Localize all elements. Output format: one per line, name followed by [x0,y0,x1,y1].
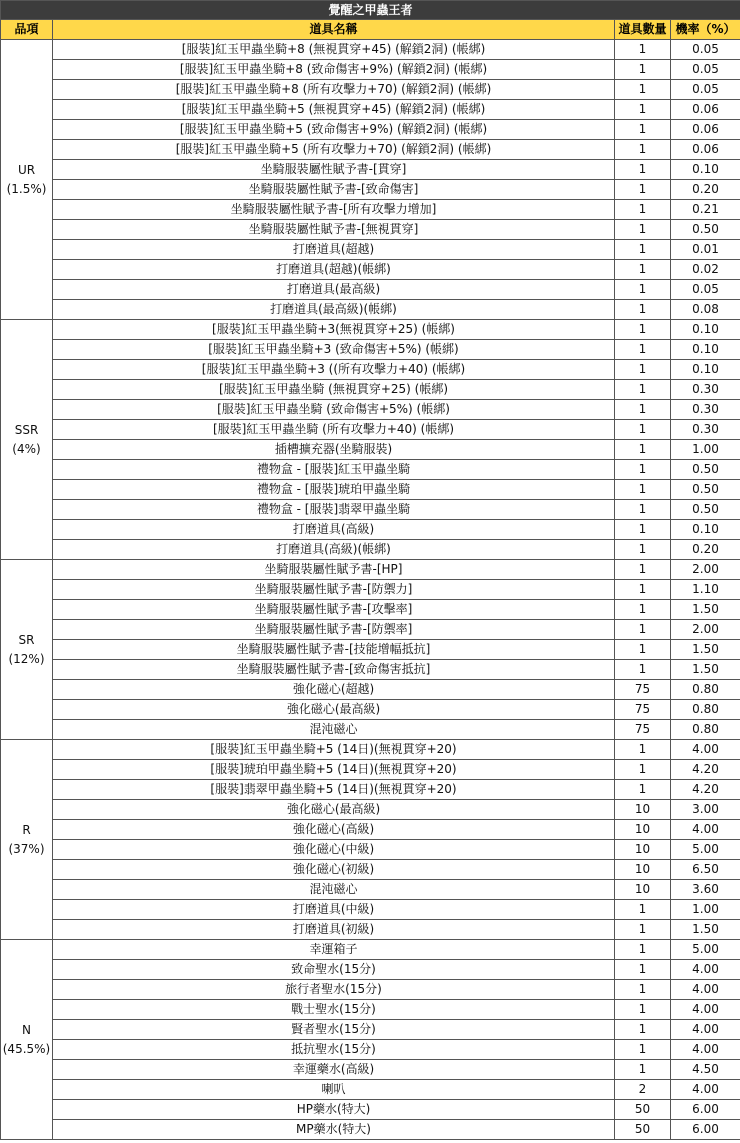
title-row [1,1,740,20]
table-row [1,840,740,860]
quantity-cell: 10 [615,880,671,900]
rate-cell: 0.05 [671,40,740,60]
rate-cell: 0.08 [671,300,740,320]
quantity-cell: 10 [615,800,671,820]
item-name-cell: 坐騎服裝屬性賦予書-[HP] [53,560,615,580]
quantity-cell: 1 [615,660,671,680]
rate-cell: 4.00 [671,1080,740,1100]
item-name-cell: [服裝]琥珀甲蟲坐騎+5 (14日)(無視貫穿+20) [53,760,615,780]
item-name-cell: 幸運藥水(高級) [53,1060,615,1080]
grade-percent: (12%) [8,651,45,666]
item-name-cell: [服裝]紅玉甲蟲坐騎 (所有攻擊力+40) (帳綁) [53,420,615,440]
rate-cell: 0.02 [671,260,740,280]
table-row [1,260,740,280]
table-row [1,300,740,320]
item-name-cell: 混沌磁心 [53,720,615,740]
quantity-cell: 1 [615,340,671,360]
rate-cell: 5.00 [671,940,740,960]
table-row [1,920,740,940]
table-row [1,240,740,260]
rate-cell: 4.00 [671,960,740,980]
table-row [1,340,740,360]
item-name-cell: 強化磁心(中級) [53,840,615,860]
quantity-cell: 75 [615,680,671,700]
quantity-cell: 1 [615,400,671,420]
table-row [1,1000,740,1020]
item-name-cell: 坐騎服裝屬性賦予書-[防禦力] [53,580,615,600]
item-name-cell: 幸運箱子 [53,940,615,960]
item-name-cell: [服裝]紅玉甲蟲坐騎+3 (致命傷害+5%) (帳綁) [53,340,615,360]
quantity-cell: 1 [615,560,671,580]
item-name-cell: 坐騎服裝屬性賦予書-[致命傷害] [53,180,615,200]
quantity-cell: 1 [615,200,671,220]
table-row [1,500,740,520]
rate-cell: 1.50 [671,640,740,660]
table-row [1,780,740,800]
table-row [1,1040,740,1060]
item-name-cell: 戰士聖水(15分) [53,1000,615,1020]
rate-cell: 0.50 [671,460,740,480]
rate-cell: 0.30 [671,380,740,400]
table-row [1,60,740,80]
quantity-cell: 1 [615,620,671,640]
rate-cell: 4.20 [671,760,740,780]
rate-cell: 0.50 [671,500,740,520]
table-row [1,420,740,440]
quantity-cell: 1 [615,780,671,800]
rate-cell: 0.30 [671,420,740,440]
table-row [1,640,740,660]
header-quantity: 道具數量 [615,20,671,40]
grade-percent: (37%) [8,841,45,856]
quantity-cell: 1 [615,140,671,160]
item-name-cell: [服裝]紅玉甲蟲坐騎+5 (14日)(無視貫穿+20) [53,740,615,760]
rate-cell: 4.00 [671,820,740,840]
quantity-cell: 1 [615,180,671,200]
quantity-cell: 1 [615,1040,671,1060]
item-name-cell: 混沌磁心 [53,880,615,900]
item-name-cell: 坐騎服裝屬性賦予書-[無視貫穿] [53,220,615,240]
rate-cell: 0.06 [671,100,740,120]
table-row [1,120,740,140]
quantity-cell: 1 [615,40,671,60]
table-row [1,600,740,620]
grade-label: R [22,822,31,837]
quantity-cell: 1 [615,420,671,440]
table-row [1,280,740,300]
item-name-cell: [服裝]紅玉甲蟲坐騎+3(無視貫穿+25) (帳綁) [53,320,615,340]
quantity-cell: 1 [615,640,671,660]
item-name-cell: 旅行者聖水(15分) [53,980,615,1000]
item-name-cell: [服裝]紅玉甲蟲坐騎+8 (所有攻擊力+70) (解鎖2洞) (帳綁) [53,80,615,100]
table-row [1,580,740,600]
quantity-cell: 50 [615,1120,671,1140]
rate-cell: 0.05 [671,80,740,100]
grade-cell [1,940,53,1140]
quantity-cell: 1 [615,100,671,120]
item-name-cell: [服裝]翡翠甲蟲坐騎+5 (14日)(無視貫穿+20) [53,780,615,800]
table-row [1,520,740,540]
item-name-cell: MP藥水(特大) [53,1120,615,1140]
header-item-name: 道具名稱 [53,20,615,40]
quantity-cell: 10 [615,860,671,880]
item-name-cell: 坐騎服裝屬性賦予書-[攻擊率] [53,600,615,620]
quantity-cell: 1 [615,80,671,100]
rate-cell: 4.00 [671,1020,740,1040]
rate-cell: 0.80 [671,680,740,700]
item-name-cell: 禮物盒 - [服裝]紅玉甲蟲坐騎 [53,460,615,480]
header-row [1,20,740,40]
rate-cell: 0.20 [671,540,740,560]
item-name-cell: 打磨道具(超越) [53,240,615,260]
rate-cell: 1.00 [671,900,740,920]
table-row [1,320,740,340]
item-name-cell: 插槽擴充器(坐騎服裝) [53,440,615,460]
item-name-cell: 坐騎服裝屬性賦予書-[貫穿] [53,160,615,180]
item-name-cell: 打磨道具(中級) [53,900,615,920]
table-row [1,100,740,120]
item-name-cell: HP藥水(特大) [53,1100,615,1120]
rate-cell: 1.50 [671,920,740,940]
table-row [1,1100,740,1120]
rate-cell: 0.10 [671,360,740,380]
item-name-cell: 強化磁心(最高級) [53,700,615,720]
rate-cell: 6.00 [671,1120,740,1140]
table-row [1,860,740,880]
quantity-cell: 1 [615,160,671,180]
table-row [1,800,740,820]
table-title: 覺醒之甲蟲王者 [1,1,740,20]
rate-cell: 4.00 [671,1000,740,1020]
header-grade: 品項 [1,20,53,40]
quantity-cell: 75 [615,700,671,720]
quantity-cell: 2 [615,1080,671,1100]
table-row [1,820,740,840]
quantity-cell: 1 [615,600,671,620]
item-name-cell: [服裝]紅玉甲蟲坐騎+8 (無視貫穿+45) (解鎖2洞) (帳綁) [53,40,615,60]
table-row [1,720,740,740]
quantity-cell: 75 [615,720,671,740]
item-name-cell: 強化磁心(超越) [53,680,615,700]
quantity-cell: 1 [615,300,671,320]
table-row [1,900,740,920]
item-name-cell: 致命聖水(15分) [53,960,615,980]
rate-cell: 0.05 [671,280,740,300]
item-name-cell: 打磨道具(高級) [53,520,615,540]
rate-cell: 0.80 [671,720,740,740]
item-name-cell: 禮物盒 - [服裝]琥珀甲蟲坐騎 [53,480,615,500]
quantity-cell: 1 [615,60,671,80]
quantity-cell: 1 [615,280,671,300]
table-row [1,360,740,380]
table-row [1,560,740,580]
rate-cell: 0.50 [671,220,740,240]
rate-cell: 0.06 [671,140,740,160]
quantity-cell: 1 [615,1020,671,1040]
table-row [1,160,740,180]
rate-cell: 1.50 [671,660,740,680]
table-row [1,700,740,720]
item-name-cell: 坐騎服裝屬性賦予書-[技能增幅抵抗] [53,640,615,660]
rate-cell: 0.50 [671,480,740,500]
quantity-cell: 1 [615,960,671,980]
quantity-cell: 1 [615,1000,671,1020]
table-row [1,940,740,960]
rate-cell: 1.50 [671,600,740,620]
item-name-cell: 抵抗聖水(15分) [53,1040,615,1060]
item-name-cell: [服裝]紅玉甲蟲坐騎+5 (所有攻擊力+70) (解鎖2洞) (帳綁) [53,140,615,160]
quantity-cell: 1 [615,320,671,340]
table-row [1,660,740,680]
table-row [1,540,740,560]
table-row [1,140,740,160]
table-row [1,980,740,1000]
rate-cell: 0.10 [671,340,740,360]
table-row [1,480,740,500]
quantity-cell: 1 [615,120,671,140]
item-name-cell: [服裝]紅玉甲蟲坐騎+5 (致命傷害+9%) (解鎖2洞) (帳綁) [53,120,615,140]
rate-cell: 0.21 [671,200,740,220]
item-name-cell: 喇叭 [53,1080,615,1100]
grade-cell [1,740,53,940]
table-row [1,620,740,640]
grade-label: N [22,1022,31,1037]
rate-cell: 0.01 [671,240,740,260]
grade-label: SSR [14,422,39,437]
quantity-cell: 1 [615,760,671,780]
item-name-cell: 強化磁心(初級) [53,860,615,880]
quantity-cell: 1 [615,540,671,560]
rate-cell: 6.00 [671,1100,740,1120]
item-name-cell: [服裝]紅玉甲蟲坐騎 (致命傷害+5%) (帳綁) [53,400,615,420]
grade-percent: (4%) [12,441,41,456]
quantity-cell: 10 [615,840,671,860]
quantity-cell: 10 [615,820,671,840]
quantity-cell: 1 [615,520,671,540]
item-name-cell: 打磨道具(初級) [53,920,615,940]
item-name-cell: 打磨道具(最高級)(帳綁) [53,300,615,320]
quantity-cell: 50 [615,1100,671,1120]
rate-cell: 0.10 [671,320,740,340]
item-name-cell: 打磨道具(高級)(帳綁) [53,540,615,560]
quantity-cell: 1 [615,980,671,1000]
rate-cell: 0.20 [671,180,740,200]
rate-cell: 0.10 [671,520,740,540]
item-name-cell: 坐騎服裝屬性賦予書-[防禦率] [53,620,615,640]
item-name-cell: [服裝]紅玉甲蟲坐騎+8 (致命傷害+9%) (解鎖2洞) (帳綁) [53,60,615,80]
item-name-cell: [服裝]紅玉甲蟲坐騎 (無視貫穿+25) (帳綁) [53,380,615,400]
table-row [1,80,740,100]
rate-cell: 2.00 [671,560,740,580]
quantity-cell: 1 [615,380,671,400]
quantity-cell: 1 [615,220,671,240]
header-rate: 機率（%） [671,20,740,40]
rate-cell: 0.80 [671,700,740,720]
table-row [1,440,740,460]
rate-cell: 0.06 [671,120,740,140]
grade-label: UR [17,162,36,177]
rate-cell: 0.10 [671,160,740,180]
rate-cell: 3.60 [671,880,740,900]
table-row [1,1080,740,1100]
table-row [1,1060,740,1080]
quantity-cell: 1 [615,260,671,280]
quantity-cell: 1 [615,740,671,760]
quantity-cell: 1 [615,240,671,260]
quantity-cell: 1 [615,440,671,460]
table-row [1,1020,740,1040]
quantity-cell: 1 [615,480,671,500]
table-row [1,960,740,980]
item-name-cell: 坐騎服裝屬性賦予書-[致命傷害抵抗] [53,660,615,680]
rate-cell: 4.00 [671,740,740,760]
table-row [1,740,740,760]
item-name-cell: 賢者聖水(15分) [53,1020,615,1040]
item-name-cell: [服裝]紅玉甲蟲坐騎+5 (無視貫穿+45) (解鎖2洞) (帳綁) [53,100,615,120]
grade-percent: (45.5%) [2,1041,51,1056]
table-row [1,1120,740,1140]
table-row [1,220,740,240]
grade-cell [1,560,53,740]
item-name-cell: 強化磁心(最高級) [53,800,615,820]
quantity-cell: 1 [615,940,671,960]
rate-cell: 1.10 [671,580,740,600]
quantity-cell: 1 [615,360,671,380]
rate-cell: 1.00 [671,440,740,460]
item-name-cell: 打磨道具(超越)(帳綁) [53,260,615,280]
quantity-cell: 1 [615,920,671,940]
quantity-cell: 1 [615,580,671,600]
rate-cell: 5.00 [671,840,740,860]
table-row [1,380,740,400]
table-row [1,180,740,200]
table-row [1,200,740,220]
table-row [1,880,740,900]
item-name-cell: [服裝]紅玉甲蟲坐騎+3 ((所有攻擊力+40) (帳綁) [53,360,615,380]
rate-cell: 0.30 [671,400,740,420]
item-name-cell: 強化磁心(高級) [53,820,615,840]
item-name-cell: 坐騎服裝屬性賦予書-[所有攻擊力增加] [53,200,615,220]
table-row [1,680,740,700]
item-name-cell: 禮物盒 - [服裝]翡翠甲蟲坐騎 [53,500,615,520]
rate-cell: 4.50 [671,1060,740,1080]
rate-cell: 4.20 [671,780,740,800]
rate-cell: 2.00 [671,620,740,640]
quantity-cell: 1 [615,900,671,920]
table-row [1,400,740,420]
rate-cell: 4.00 [671,980,740,1000]
rate-cell: 0.05 [671,60,740,80]
item-name-cell: 打磨道具(最高級) [53,280,615,300]
grade-label: SR [18,632,35,647]
table-row [1,460,740,480]
grade-cell [1,320,53,560]
quantity-cell: 1 [615,1060,671,1080]
rate-cell: 4.00 [671,1040,740,1060]
quantity-cell: 1 [615,460,671,480]
grade-cell [1,40,53,320]
table-row [1,760,740,780]
rate-cell: 3.00 [671,800,740,820]
grade-percent: (1.5%) [6,181,47,196]
table-row [1,40,740,60]
quantity-cell: 1 [615,500,671,520]
rate-cell: 6.50 [671,860,740,880]
